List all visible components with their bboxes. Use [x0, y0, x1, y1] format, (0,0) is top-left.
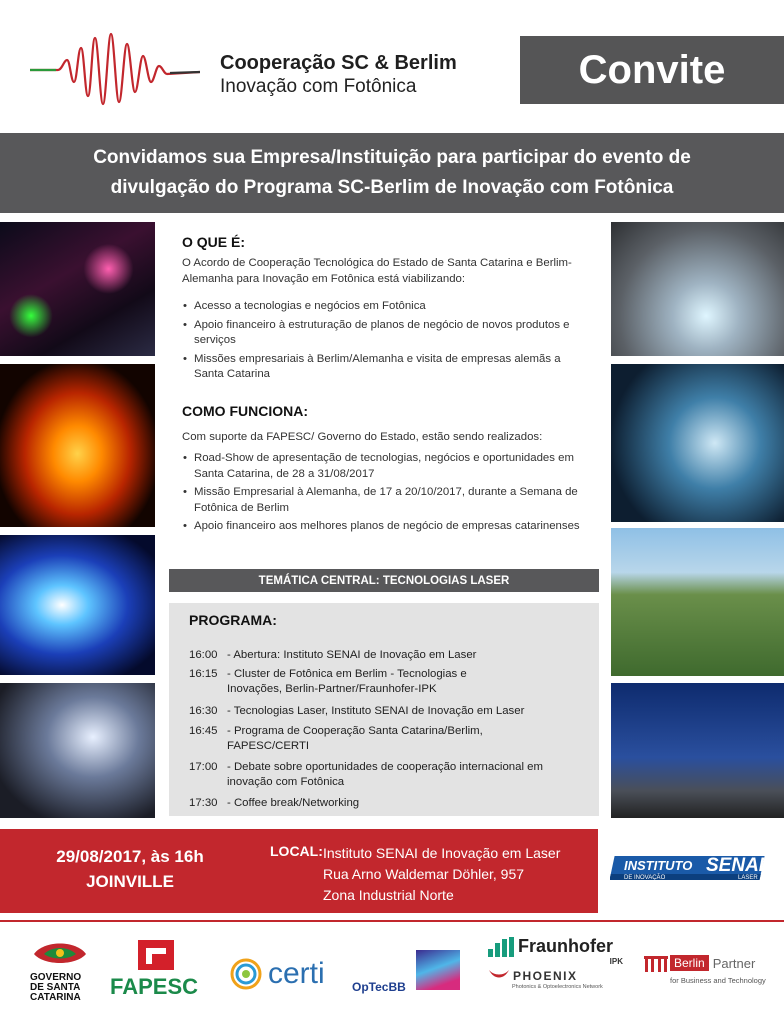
laser-cutting-photo	[611, 222, 784, 356]
o-que-e-intro: O Acordo de Cooperação Tecnológica do Estado de Santa Catarina e Berlim-Alemanha para Inovação em Fotônica está viabilizando:	[182, 257, 572, 285]
local-line-2: Rua Arno Waldemar Döhler, 957	[323, 866, 525, 882]
programa-item	[189, 667, 589, 697]
gov-line-1: GOVERNO	[30, 972, 82, 983]
fapesc-text: FAPESC	[110, 974, 199, 999]
local-address	[323, 843, 560, 906]
wave-logo-icon	[30, 30, 200, 110]
programa-title: PROGRAMA:	[189, 612, 277, 628]
programa-time: 17:00	[189, 761, 218, 773]
optical-fiber-photo	[0, 535, 155, 675]
list-item: • Missões empresariais à Berlim/Alemanha e visita de empresas alemãs a Santa Catarina	[182, 352, 587, 383]
fraunhofer-phoenix-logos	[488, 936, 623, 1006]
senai-logo-line1: INSTITUTO	[624, 858, 693, 873]
programa-time: 16:15	[189, 668, 218, 680]
led-strip-photo	[0, 683, 155, 818]
list-item: • Acesso a tecnologias e negócios em Fotônica	[182, 299, 587, 315]
optecbb-text: OpTecBB	[352, 980, 406, 994]
programa-item	[189, 648, 589, 663]
local-line-1: Instituto SENAI de Inovação em Laser	[323, 845, 561, 861]
como-funciona-list	[182, 451, 592, 538]
fapesc-symbol-icon	[138, 940, 174, 970]
fraunhofer-symbol-icon	[488, 937, 514, 957]
phoenix-subtitle: Photonics & Optoelectronics Network	[512, 984, 603, 990]
list-item: • Apoio financeiro aos melhores planos de negócio de empresas catarinenses	[182, 519, 592, 535]
programa-desc: - Debate sobre oportunidades de cooperação internacional em inovação com Fotônica	[227, 761, 543, 788]
banner-line-1: Convidamos sua Empresa/Instituição para participar do evento de	[93, 147, 691, 168]
aerial-lidar-photo	[611, 528, 784, 676]
governo-sc-logo	[30, 940, 94, 1004]
programa-desc: - Programa de Cooperação Santa Catarina/Berlim, FAPESC/CERTI	[227, 725, 483, 752]
programa-desc: - Coffee break/Networking	[227, 797, 360, 809]
programa-item	[189, 796, 589, 811]
programa-time: 16:30	[189, 705, 218, 717]
banner-line-2: divulgação do Programa SC-Berlim de Inovação com Fotônica	[110, 177, 674, 198]
street-lights-photo	[611, 683, 784, 818]
programa-desc: - Abertura: Instituto SENAI de Inovação em Laser	[227, 649, 477, 661]
brand-subtitle: Inovação com Fotônica	[220, 76, 417, 97]
local-label: LOCAL:	[270, 843, 323, 859]
optecbb-logo	[352, 950, 462, 1000]
invitation-banner	[0, 133, 784, 213]
senai-logo-line2: SENAI	[706, 855, 765, 876]
gov-line-3: CATARINA	[30, 992, 81, 1003]
fapesc-logo	[110, 940, 210, 1000]
berlin-partner-subtitle: for Business and Technology	[670, 976, 766, 985]
ipk-text: IPK	[609, 957, 623, 966]
programa-item	[189, 724, 589, 754]
event-city: JOINVILLE	[86, 872, 174, 891]
laser-pointers-photo	[0, 222, 155, 356]
convite-label: Convite	[520, 36, 784, 104]
certi-text: certi	[268, 957, 325, 990]
programa-desc: - Cluster de Fotônica em Berlim - Tecnologias e Inovações, Berlin-Partner/Fraunhofer-IPK	[227, 668, 467, 695]
programa-time: 16:00	[189, 649, 218, 661]
berlin-partner-logo	[644, 954, 774, 994]
programa-time: 16:45	[189, 725, 218, 737]
event-date-text: 29/08/2017, às 16h	[56, 847, 204, 866]
medical-imaging-photo	[611, 364, 784, 522]
certi-symbol-icon	[228, 956, 264, 992]
programa-desc: - Tecnologias Laser, Instituto SENAI de Inovação em Laser	[227, 705, 525, 717]
brand-title: Cooperação SC & Berlim	[220, 52, 457, 74]
brandenburg-gate-icon	[644, 954, 668, 972]
certi-logo	[228, 954, 338, 994]
programa-item	[189, 704, 589, 719]
programa-item	[189, 760, 589, 790]
partner-text: Partner	[712, 955, 756, 971]
senai-logo-line3: DE INOVAÇÃO	[624, 875, 666, 881]
section-title-como-funciona: COMO FUNCIONA:	[182, 403, 308, 419]
programa-time: 17:30	[189, 797, 218, 809]
phoenix-text: PHOENIX	[513, 969, 578, 983]
fraunhofer-text: Fraunhofer	[518, 936, 614, 956]
section-title-o-que-e: O QUE É:	[182, 234, 246, 250]
o-que-e-list	[182, 299, 587, 386]
optical-lens-photo	[0, 364, 155, 527]
footer-divider	[0, 920, 784, 922]
senai-logo-line4: LASER	[738, 875, 758, 881]
list-item: • Missão Empresarial à Alemanha, de 17 a 20/10/2017, durante a Semana de Fotônica de Berlim	[182, 485, 592, 516]
local-line-3: Zona Industrial Norte	[323, 887, 454, 903]
senai-logo	[610, 840, 780, 890]
como-funciona-intro: Com suporte da FAPESC/ Governo do Estado, estão sendo realizados:	[182, 431, 543, 443]
sc-flag-icon	[30, 940, 90, 968]
optecbb-symbol-icon	[416, 950, 460, 990]
phoenix-symbol-icon	[488, 968, 510, 984]
list-item: • Road-Show de apresentação de tecnologias, negócios e oportunidades em Santa Catarina, de 28 a 31/08/2017	[182, 451, 592, 482]
berlin-text: Berlin	[670, 955, 709, 971]
list-item: • Apoio financeiro à estruturação de planos de negócio de novos produtos e serviços	[182, 318, 587, 349]
event-date	[0, 844, 260, 894]
tematica-bar: TEMÁTICA CENTRAL: TECNOLOGIAS LASER	[169, 569, 599, 592]
gov-line-2: DE SANTA	[30, 982, 81, 993]
